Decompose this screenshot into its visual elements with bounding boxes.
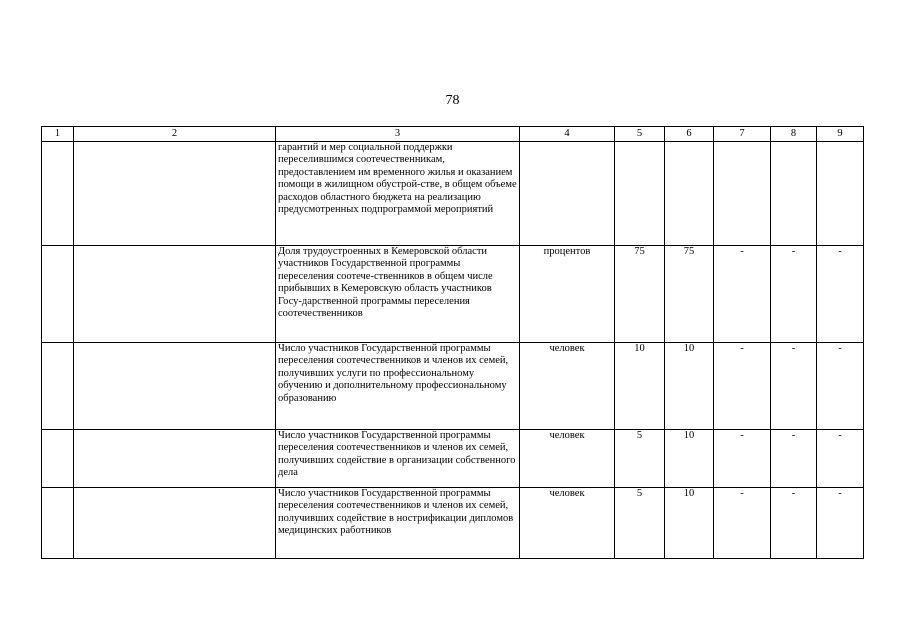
table-cell-col7: - <box>714 246 771 343</box>
table-cell-col1 <box>42 430 74 488</box>
table-cell-col8 <box>771 142 817 246</box>
table-cell-col2 <box>74 343 276 430</box>
table-row <box>42 488 864 559</box>
table-cell-col5: 10 <box>615 343 665 430</box>
column-header-7: 7 <box>714 127 771 142</box>
table-cell-col7: - <box>714 430 771 488</box>
table-row <box>42 343 864 430</box>
column-header-9: 9 <box>817 127 864 142</box>
indicator-unit: человек <box>520 343 615 430</box>
indicator-description: Число участников Государственной программы переселения соотечественников и членов их семей, получивших содействие в организации собственного дела <box>276 430 520 488</box>
page-number: 78 <box>445 93 460 108</box>
table-cell-col7: - <box>714 488 771 559</box>
column-header-2: 2 <box>74 127 276 142</box>
indicator-description: гарантий и мер социальной поддержки переселившимся соотечественникам, предоставлением им временного жилья и оказанием помощи в жилищном обустрой-стве, в общем объеме расходов областного бюджета на реализацию предусмотренных подпрограммой мероприятий <box>276 142 520 246</box>
table-cell-col5: 75 <box>615 246 665 343</box>
table-cell-col2 <box>74 246 276 343</box>
column-header-6: 6 <box>665 127 714 142</box>
table-cell-col6: 10 <box>665 488 714 559</box>
table-cell-col9: - <box>817 488 864 559</box>
table-cell-col1 <box>42 142 74 246</box>
table-row <box>42 142 864 246</box>
table-cell-col6: 10 <box>665 343 714 430</box>
column-header-3: 3 <box>276 127 520 142</box>
table-cell-col1 <box>42 246 74 343</box>
table-cell-col5: 5 <box>615 430 665 488</box>
table-cell-col1 <box>42 343 74 430</box>
column-header-1: 1 <box>42 127 74 142</box>
indicator-unit <box>520 142 615 246</box>
indicators-table <box>41 126 864 559</box>
table-cell-col2 <box>74 142 276 246</box>
indicator-unit: человек <box>520 488 615 559</box>
table-header-row <box>42 127 864 142</box>
table-cell-col7: - <box>714 343 771 430</box>
table-row <box>42 246 864 343</box>
indicator-description: Доля трудоустроенных в Кемеровской области участников Государственной программы переселения соотече-ственников в общем числе прибывших в Кемеровскую область участников Госу-дарственной программы переселения соотечественников <box>276 246 520 343</box>
table-cell-col8: - <box>771 488 817 559</box>
table-cell-col9: - <box>817 430 864 488</box>
column-header-8: 8 <box>771 127 817 142</box>
table-cell-col5 <box>615 142 665 246</box>
column-header-5: 5 <box>615 127 665 142</box>
table-cell-col9: - <box>817 343 864 430</box>
indicator-unit: процентов <box>520 246 615 343</box>
table-cell-col8: - <box>771 343 817 430</box>
table-row <box>42 430 864 488</box>
indicator-description: Число участников Государственной программы переселения соотечественников и членов их семей, получивших содействие в нострификации дипломов медицинских работников <box>276 488 520 559</box>
table-cell-col1 <box>42 488 74 559</box>
table-cell-col9 <box>817 142 864 246</box>
indicator-unit: человек <box>520 430 615 488</box>
table-cell-col8: - <box>771 246 817 343</box>
table-cell-col5: 5 <box>615 488 665 559</box>
indicator-description: Число участников Государственной программы переселения соотечественников и членов их семей, получивших услуги по профессиональному обучению и дополнительному профессиональному образованию <box>276 343 520 430</box>
table-cell-col8: - <box>771 430 817 488</box>
table-cell-col2 <box>74 430 276 488</box>
table-cell-col6 <box>665 142 714 246</box>
table-cell-col2 <box>74 488 276 559</box>
table-cell-col7 <box>714 142 771 246</box>
column-header-4: 4 <box>520 127 615 142</box>
table-cell-col6: 75 <box>665 246 714 343</box>
table-cell-col6: 10 <box>665 430 714 488</box>
table-cell-col9: - <box>817 246 864 343</box>
